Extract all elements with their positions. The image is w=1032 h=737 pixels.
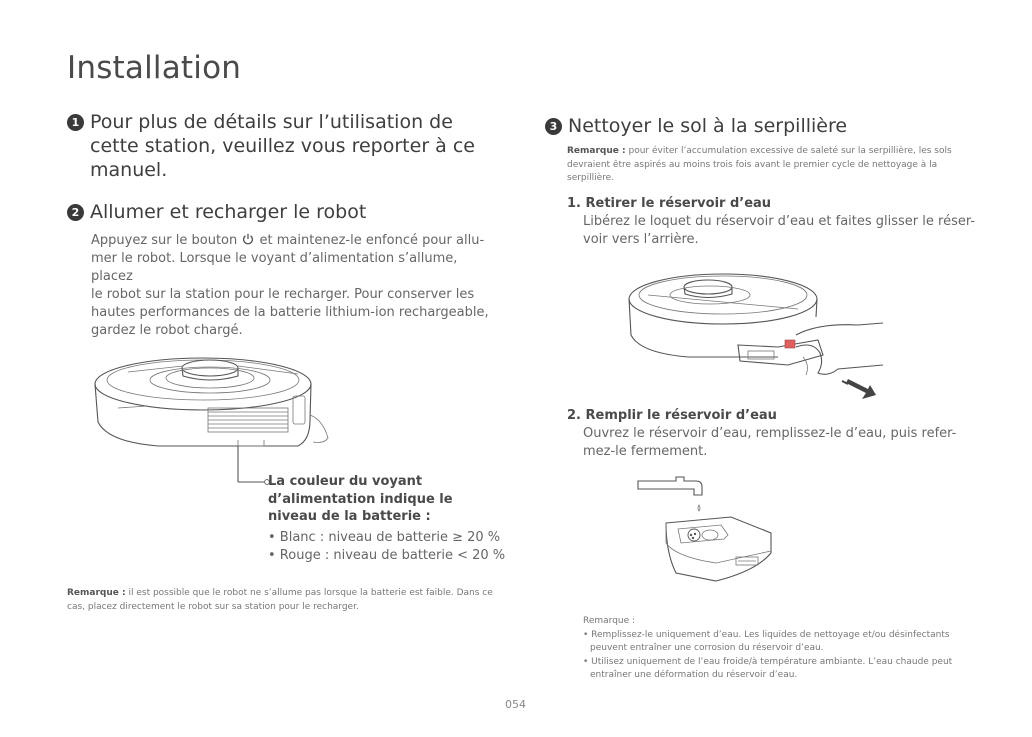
- step-1-title: [90, 110, 475, 182]
- power-icon: [242, 233, 254, 245]
- battery-callout-line: niveau de la batterie :: [268, 509, 431, 524]
- bottom-note-item: • Utilisez uniquement de l’eau froide/à température ambiante. L’eau chaude peut: [583, 656, 953, 667]
- step-2-body-line: hautes performances de la batterie lithium-ion rechargeable,: [91, 305, 489, 320]
- step-2-note-line: Remarque : il est possible que le robot ne s’allume pas lorsque la batterie est faible. Dans ce: [67, 588, 493, 598]
- bottom-note-item: peuvent entraîner une corrosion du réservoir d’eau.: [590, 643, 824, 653]
- tank-removal-illustration: [628, 265, 888, 405]
- battery-callout-line: d’alimentation indique le: [268, 491, 453, 507]
- step-3-note: [567, 145, 967, 186]
- battery-red-item: • Rouge : niveau de batterie < 20 %: [268, 548, 506, 563]
- sub-step-2-text: [583, 425, 956, 461]
- battery-callout-line: La couleur du voyant: [268, 474, 423, 489]
- step-2-badge: 2: [67, 204, 84, 221]
- sub-step-2-title: 2. Remplir le réservoir d’eau: [567, 408, 777, 423]
- step-2-body-line: le robot sur la station pour le recharger. Pour conserver les: [91, 287, 475, 302]
- step-2-body-line: mer le robot. Lorsque le voyant d’alimentation s’allume, placez: [91, 251, 458, 284]
- sub-step-1-title: 1. Retirer le réservoir d’eau: [567, 196, 772, 211]
- step-3-title: Nettoyer le sol à la serpillière: [568, 115, 848, 137]
- page-title: Installation: [67, 50, 242, 86]
- step-2-note-line: cas, placez directement le robot sur sa station pour le recharger.: [67, 601, 359, 612]
- bottom-note-item: entraîner une déformation du réservoir d’eau.: [590, 670, 798, 680]
- step-3-bottom-note: [583, 615, 983, 683]
- sub-step-1-line: voir vers l’arrière.: [583, 232, 699, 247]
- step-2-heading: [67, 200, 366, 224]
- bottom-note-item: • Remplissez-le uniquement d’eau. Les liquides de nettoyage et/ou désinfectants: [583, 629, 950, 640]
- step-1-title-line: manuel.: [90, 159, 168, 181]
- tank-fill-illustration: [636, 473, 786, 593]
- step-2-body: [91, 232, 491, 340]
- step-3-heading: [545, 114, 847, 138]
- robot-illustration: [88, 350, 348, 490]
- sub-step-1-line: Libérez le loquet du réservoir d’eau et faites glisser le réser-: [583, 214, 976, 229]
- step-2-body-line: Appuyez sur le bouton et maintenez-le enfoncé pour allu-: [91, 233, 485, 248]
- step-3-note-line: devraient être aspirés au moins trois fois avant le premier cycle de nettoyage à la: [567, 159, 938, 170]
- page-number: 054: [505, 698, 526, 711]
- sub-step-2-line: Ouvrez le réservoir d’eau, remplissez-le d’eau, puis refer-: [583, 426, 957, 441]
- battery-callout-title: [268, 473, 453, 526]
- step-3-badge: 3: [545, 118, 562, 135]
- step-2-title: Allumer et recharger le robot: [90, 201, 367, 223]
- step-1-title-line: cette station, veuillez vous reporter à ce: [90, 135, 475, 157]
- step-1-badge: 1: [67, 114, 84, 131]
- bottom-note-label: Remarque :: [583, 616, 636, 626]
- sub-step-1-text: [583, 213, 975, 249]
- step-2-note: [67, 587, 497, 614]
- step-1-title-line: Pour plus de détails sur l’utilisation de: [90, 111, 453, 133]
- step-3-note-line: serpillière.: [567, 173, 615, 183]
- sub-step-2-line: mez-le fermement.: [583, 444, 708, 459]
- battery-white-item: • Blanc : niveau de batterie ≥ 20 %: [268, 530, 501, 545]
- step-1-heading: [67, 110, 475, 182]
- step-2-body-line: gardez le robot chargé.: [91, 323, 243, 338]
- step-3-note-line: Remarque : pour éviter l’accumulation excessive de saleté sur la serpillière, les sols: [567, 146, 952, 156]
